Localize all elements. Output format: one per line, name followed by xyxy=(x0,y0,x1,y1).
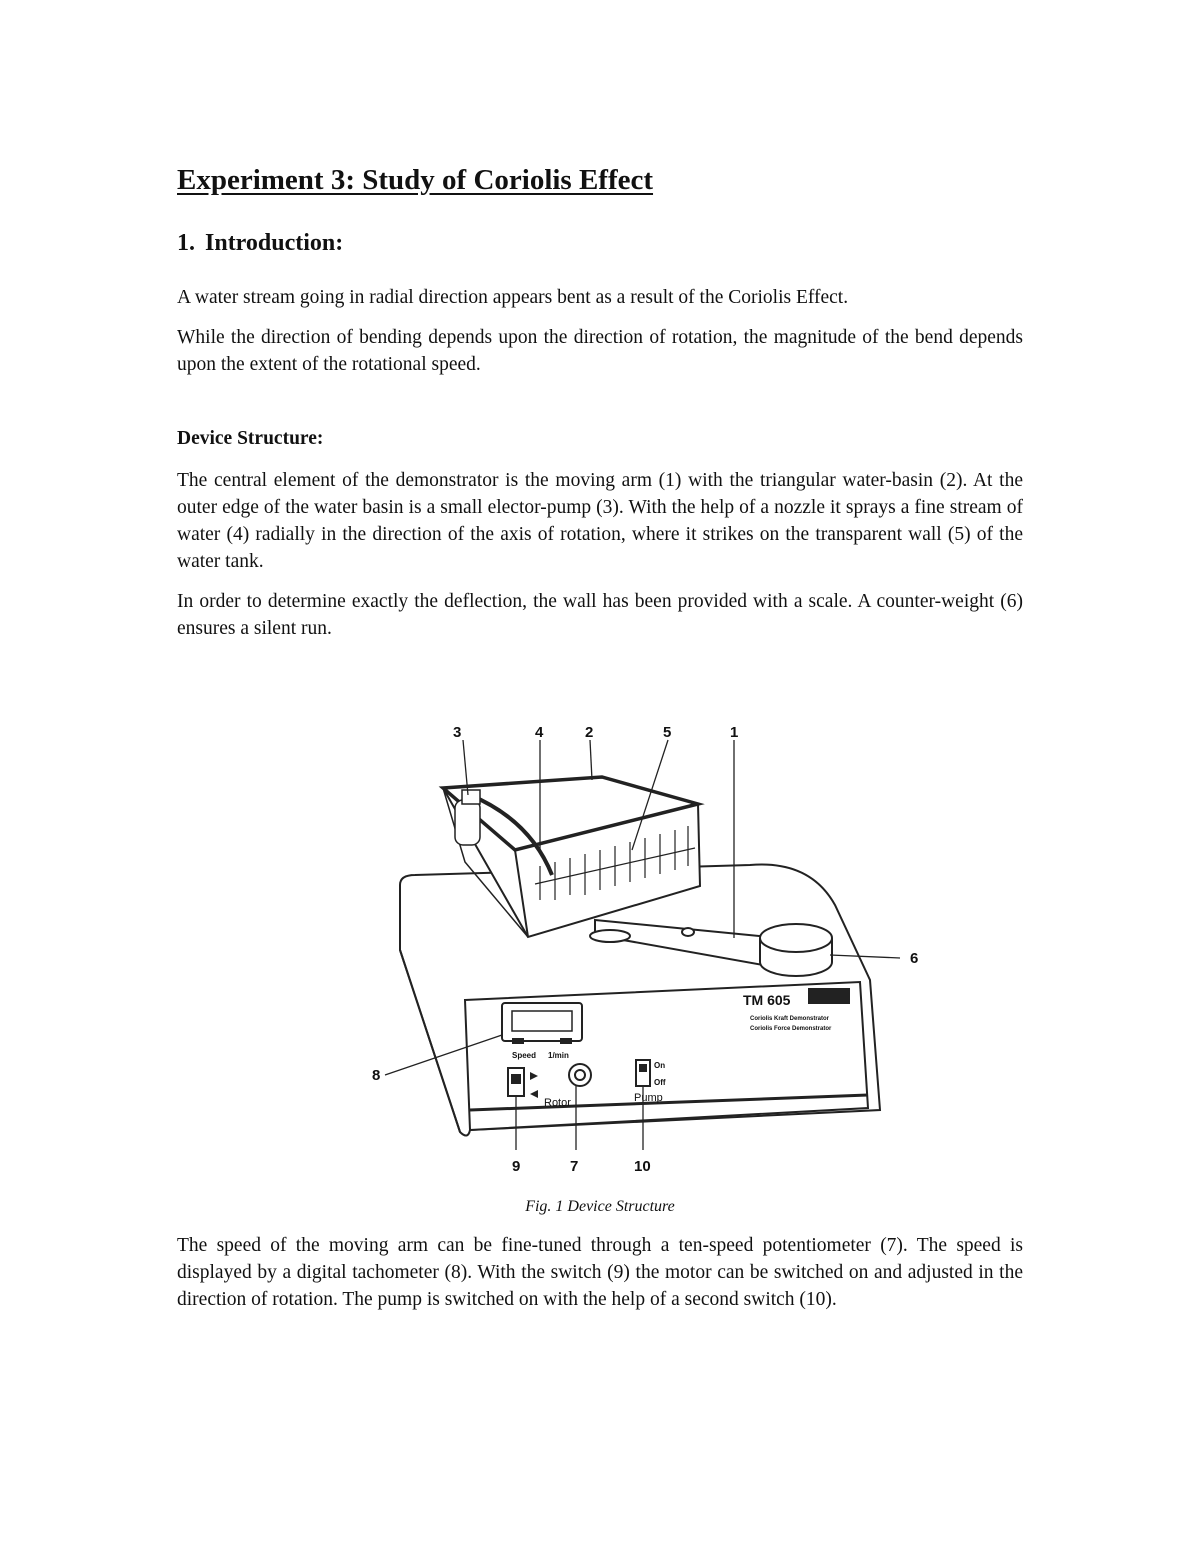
intro-paragraph-2: While the direction of bending depends upon the direction of rotation, the magnitude of the bend depends upon the extent of the rotational speed. xyxy=(177,327,1023,375)
section-title: Introduction: xyxy=(205,230,344,256)
panel-unit-label: 1/min xyxy=(548,1051,569,1060)
device-structure-heading: Device Structure: xyxy=(177,428,324,449)
device-structure-figure xyxy=(340,700,940,1180)
panel-rotor-label: Rotor xyxy=(544,1097,571,1109)
panel-pump-label: Pump xyxy=(634,1092,663,1104)
callout-label-5: 5 xyxy=(663,724,672,741)
panel-off-label: Off xyxy=(654,1078,666,1087)
panel-speed-label: Speed xyxy=(512,1051,537,1060)
section-number: 1. xyxy=(177,230,195,256)
callout-label-7: 7 xyxy=(570,1158,579,1175)
callout-label-6: 6 xyxy=(910,950,919,967)
callout-label-8: 8 xyxy=(372,1067,381,1084)
counter-weight xyxy=(760,924,832,976)
callout-label-4: 4 xyxy=(535,724,544,741)
callout-label-3: 3 xyxy=(453,724,462,741)
device-paragraph-1: The central element of the demonstrator is the moving arm (1) with the triangular water-basin (2). At the outer edge of the water basin is a small elector-pump (3). With the help of a nozzle it sprays a fine stream of water (4) radially in the direction of the axis of rotation, where it strikes on the transparent wall (5) of the water tank. xyxy=(177,470,1023,572)
figure-caption: Fig. 1 Device Structure xyxy=(525,1198,675,1215)
callout-label-1: 1 xyxy=(730,724,739,741)
device-paragraph-2: In order to determine exactly the deflection, the wall has been provided with a scale. A counter-weight (6) ensures a silent run. xyxy=(177,591,1023,639)
device-paragraph-3: The speed of the moving arm can be fine-tuned through a ten-speed potentiometer (7). The speed is displayed by a digital tachometer (8). With the switch (9) the motor can be switched on and adjusted in the direction of rotation. The pump is switched on with the help of a second switch (10). xyxy=(177,1235,1023,1310)
callout-label-2: 2 xyxy=(585,724,594,741)
panel-line-2: Coriolis Force Demonstrator xyxy=(750,1026,832,1032)
document-title: Experiment 3: Study of Coriolis Effect xyxy=(177,164,654,196)
panel-line-1: Coriolis Kraft Demonstrator xyxy=(750,1016,830,1022)
panel-model-label: TM 605 xyxy=(743,992,791,1008)
section-heading-introduction xyxy=(177,230,343,257)
callout-label-9: 9 xyxy=(512,1158,521,1175)
panel-on-label: On xyxy=(654,1061,666,1070)
callout-label-10: 10 xyxy=(634,1158,651,1175)
intro-paragraph-1: A water stream going in radial direction appears bent as a result of the Coriolis Effect. xyxy=(177,287,849,308)
